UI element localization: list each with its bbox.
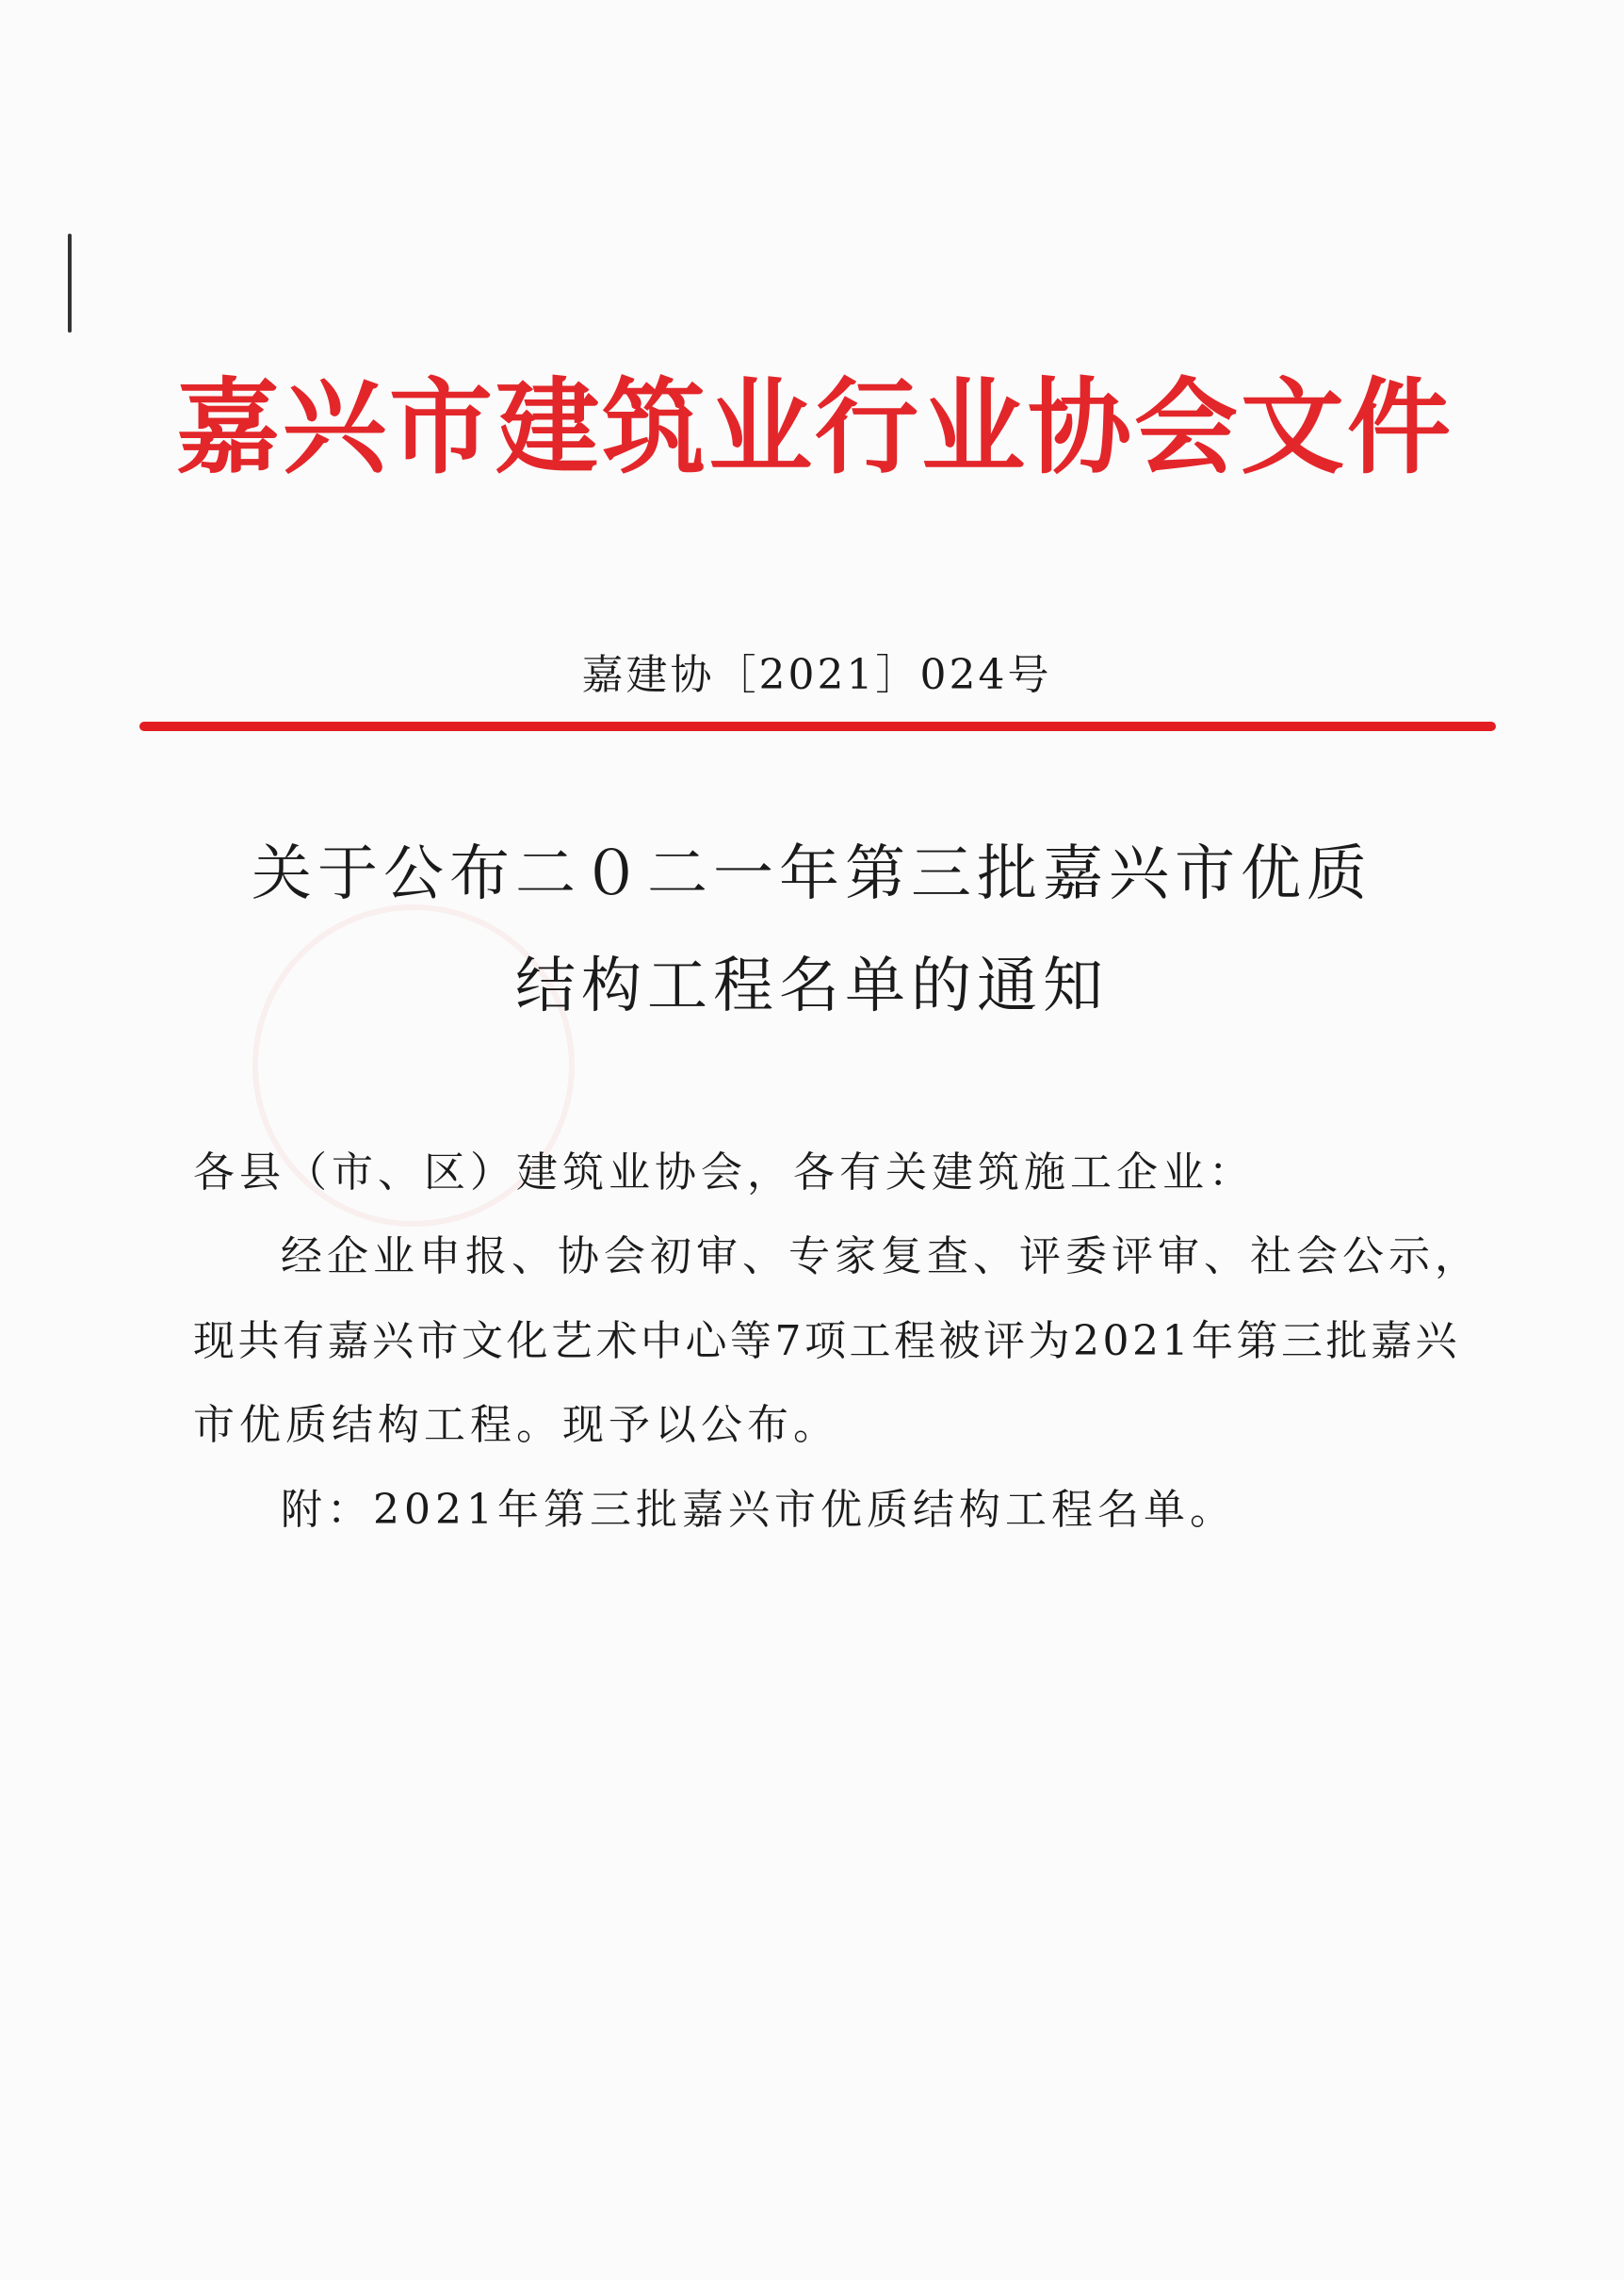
document-title-line-1: 关于公布二０二一年第三批嘉兴市优质 — [252, 839, 1372, 909]
attachment-note: 附：2021年第三批嘉兴市优质结构工程名单。 — [281, 1486, 1236, 1534]
document-number: 嘉建协［2021］024号 — [581, 651, 1052, 699]
org-header-title: 嘉兴市建筑业行业协会文件 — [176, 366, 1453, 488]
scan-edge-mark — [68, 234, 72, 333]
paragraph-line: 现共有嘉兴市文化艺术中心等7项工程被评为2021年第三批嘉兴 — [193, 1317, 1460, 1365]
red-divider-line — [139, 722, 1496, 731]
paragraph-line: 市优质结构工程。现予以公布。 — [193, 1401, 839, 1449]
salutation: 各县（市、区）建筑业协会，各有关建筑施工企业： — [193, 1148, 1255, 1197]
paragraph-line: 经企业申报、协会初审、专家复查、评委评审、社会公示， — [281, 1232, 1481, 1280]
document-title-line-2: 结构工程名单的通知 — [515, 952, 1109, 1021]
